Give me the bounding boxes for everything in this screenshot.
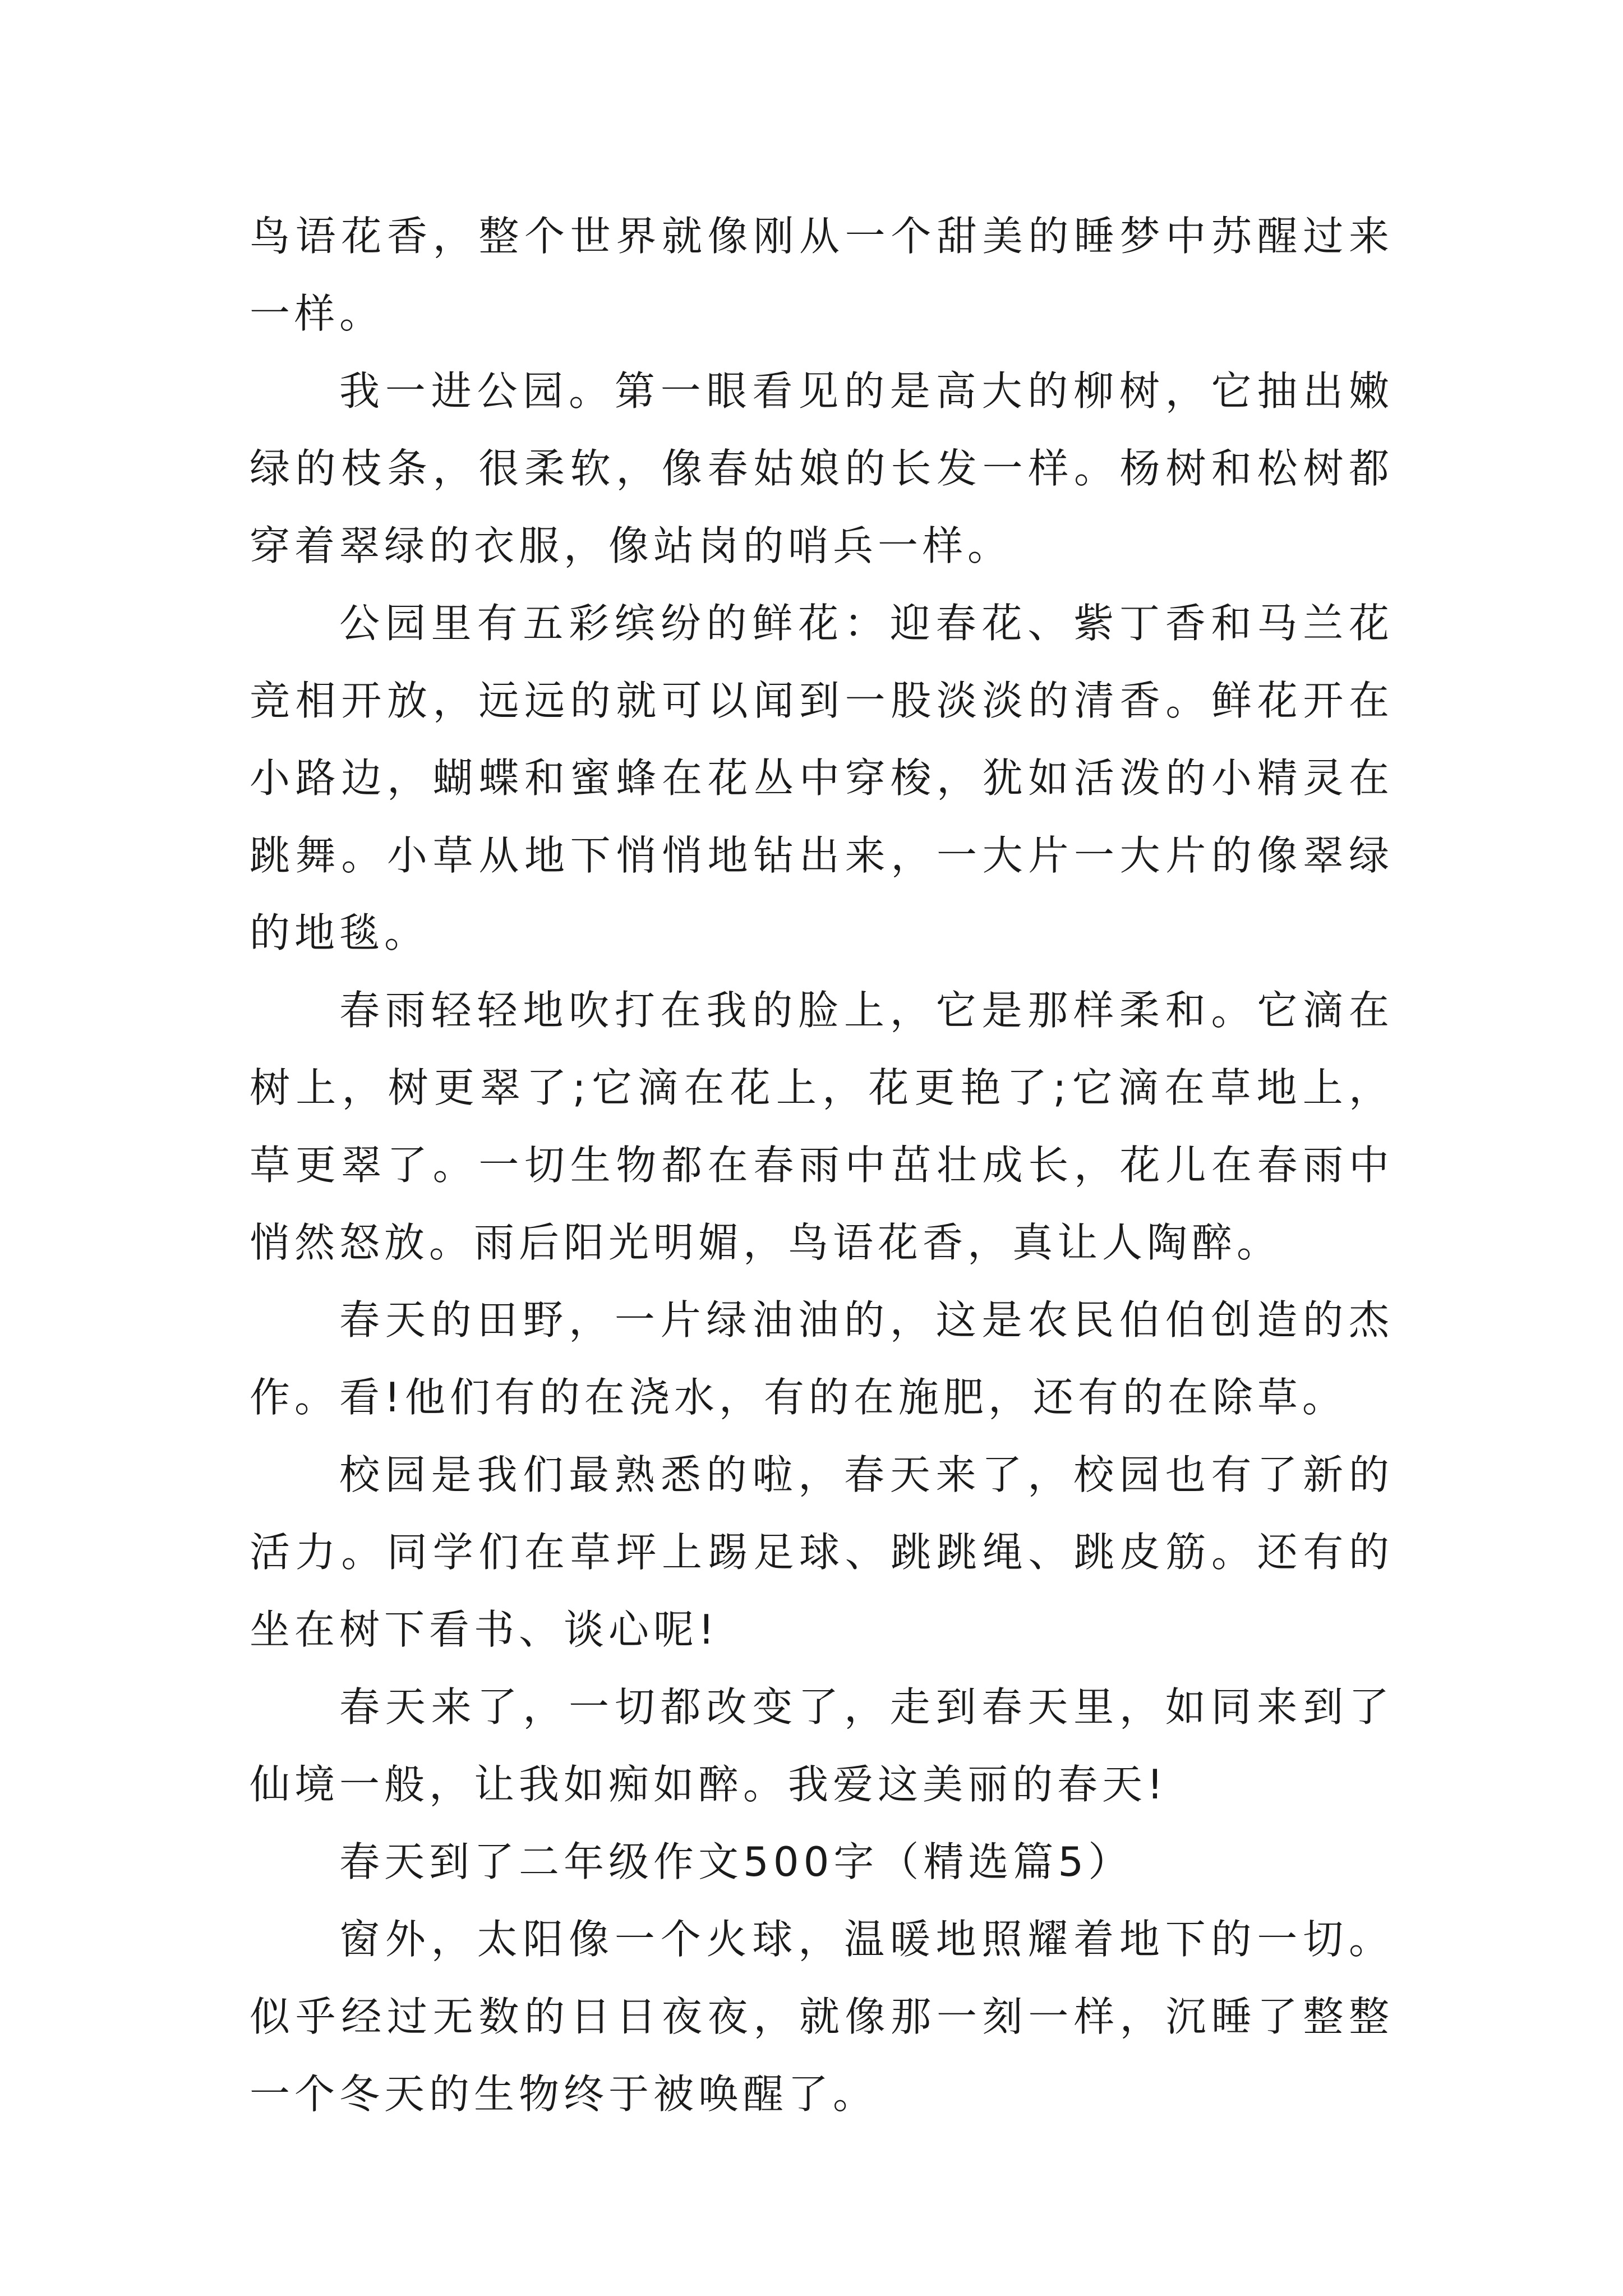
paragraph-8: 窗外，太阳像一个火球，温暖地照耀着地下的一切。似乎经过无数的日日夜夜，就像那一刻一样，沉睡了整整一个冬天的生物终于被唤醒了。 [250,1916,1394,2118]
section-heading: 春天到了二年级作文500字（精选篇5） [339,1838,1133,1885]
paragraph-3: 公园里有五彩缤纷的鲜花：迎春花、紫丁香和马兰花竞相开放，远远的就可以闻到一股淡淡的清香。鲜花开在小路边，蝴蝶和蜜蜂在花丛中穿梭，犹如活泼的小精灵在跳舞。小草从地下悄悄地钻出来，一大片一大片的像翠绿的地毯。 [250,600,1394,956]
document-body [250,197,1394,2133]
paragraph-6: 校园是我们最熟悉的啦，春天来了，校园也有了新的活力。同学们在草坪上踢足球、跳跳绳、跳皮筋。还有的坐在树下看书、谈心呢! [250,1451,1394,1653]
paragraph-2: 我一进公园。第一眼看见的是高大的柳树，它抽出嫩绿的枝条，很柔软，像春姑娘的长发一样。杨树和松树都穿着翠绿的衣服，像站岗的哨兵一样。 [250,367,1394,569]
paragraph-5: 春天的田野，一片绿油油的，这是农民伯伯创造的杰作。看!他们有的在浇水，有的在施肥，还有的在除草。 [250,1296,1394,1421]
paragraph-1: 鸟语花香，整个世界就像刚从一个甜美的睡梦中苏醒过来一样。 [250,213,1394,337]
paragraph-4: 春雨轻轻地吹打在我的脸上，它是那样柔和。它滴在树上，树更翠了;它滴在花上，花更艳了;它滴在草地上，草更翠了。一切生物都在春雨中茁壮成长，花儿在春雨中悄然怒放。雨后阳光明媚，鸟语花香，真让人陶醉。 [250,987,1394,1266]
paragraph-7: 春天来了，一切都改变了，走到春天里，如同来到了仙境一般，让我如痴如醉。我爱这美丽的春天! [250,1683,1394,1808]
